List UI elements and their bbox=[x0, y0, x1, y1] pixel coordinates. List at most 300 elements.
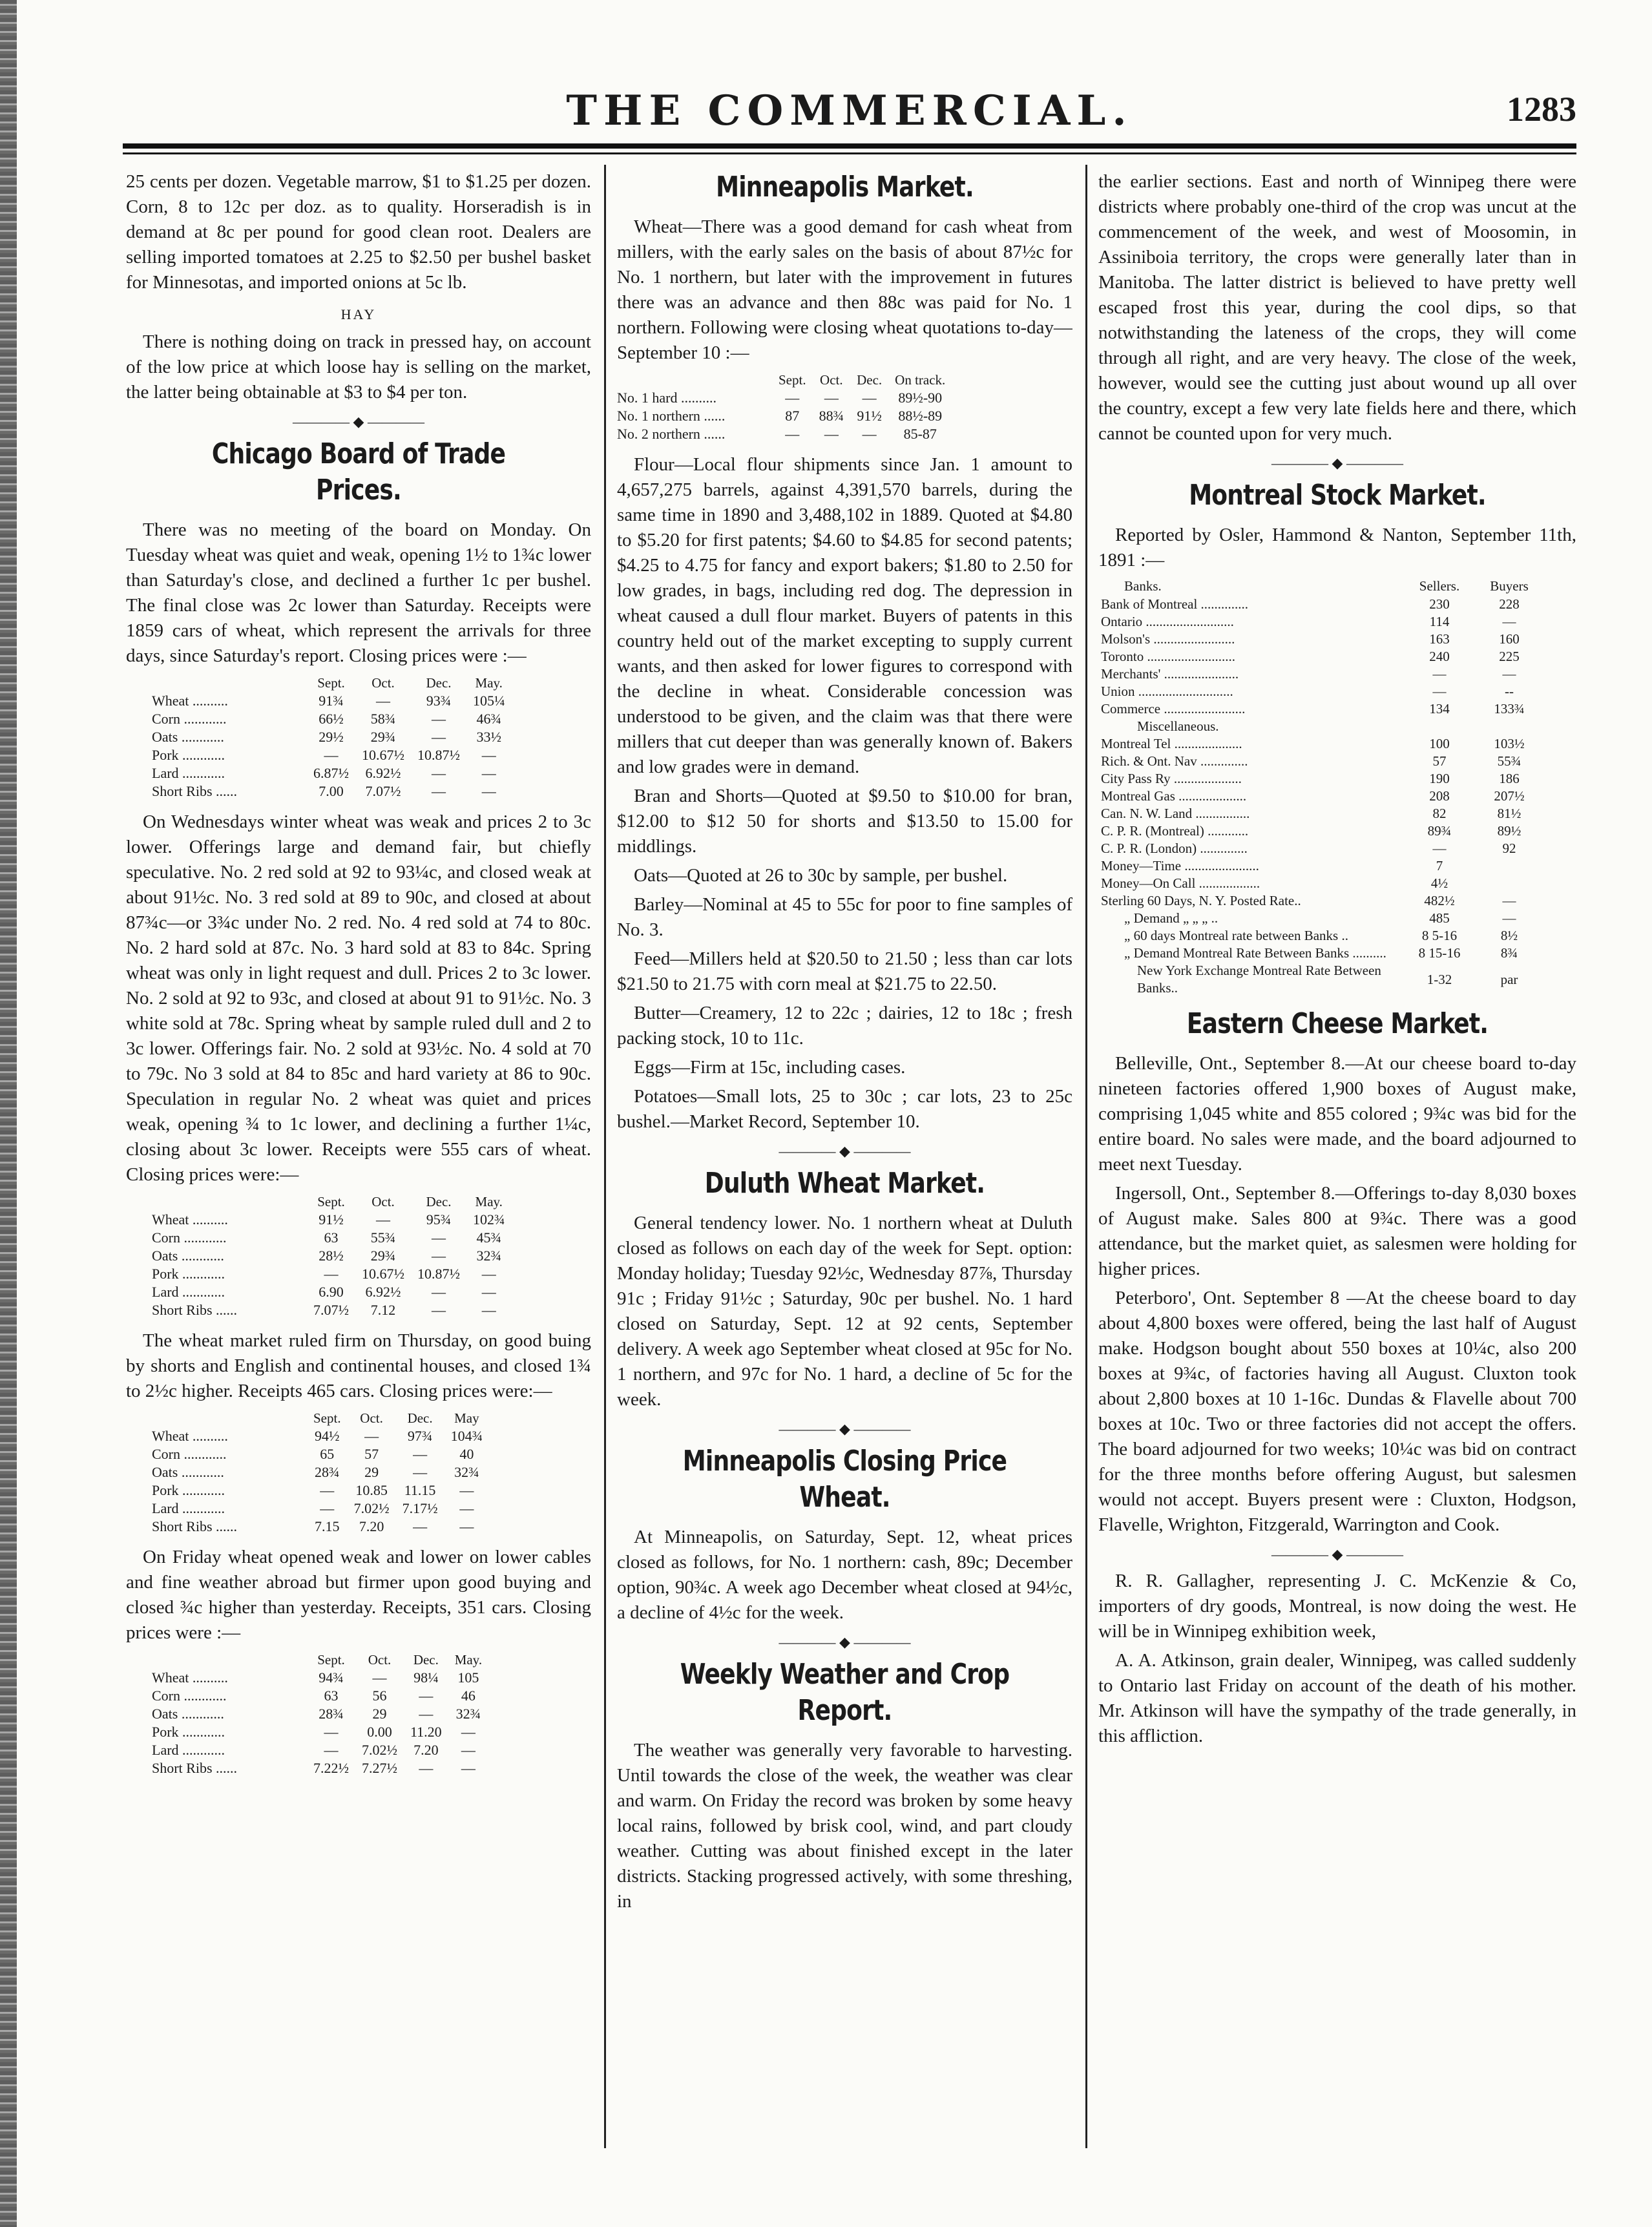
column-1 bbox=[126, 169, 591, 2159]
table-cell: 89¾ bbox=[1427, 823, 1452, 839]
table-header: May. bbox=[475, 675, 503, 691]
table-cell: 10.87½ bbox=[417, 1266, 460, 1282]
table-cell: — bbox=[432, 765, 446, 781]
table-row bbox=[1098, 735, 1544, 753]
table-header: May. bbox=[475, 1194, 503, 1209]
table-cell: 63 bbox=[324, 1688, 339, 1704]
table-cell: Corn ............ bbox=[152, 1446, 227, 1462]
table-header: Buyers bbox=[1490, 578, 1529, 594]
table-cell: — bbox=[481, 1266, 496, 1282]
hay-paragraph: There is nothing doing on track in pressed hay, on account of the low price at which loose hay is selling on the market, the latter being obtainable at $3 to $4 per ton. bbox=[126, 331, 591, 403]
table-cell: 6.92½ bbox=[365, 1284, 401, 1300]
table-cell: Molson's ........................ bbox=[1101, 631, 1235, 647]
table-cell: — bbox=[481, 1284, 496, 1300]
table-cell: „ Demand „ „ „ .. bbox=[1124, 910, 1218, 926]
eggs-paragraph: Eggs—Firm at 15c, including cases. bbox=[634, 1057, 906, 1078]
table-cell: -- bbox=[1505, 684, 1514, 699]
table-cell: New York Exchange Montreal Rate Between Banks.. bbox=[1137, 963, 1381, 996]
montreal-stock-table bbox=[1098, 577, 1544, 997]
masthead-rule-thick bbox=[123, 143, 1576, 149]
table-cell bbox=[1474, 857, 1544, 875]
table-cell: 11.15 bbox=[404, 1482, 436, 1498]
table-row bbox=[152, 1229, 512, 1247]
table-header-row bbox=[152, 1651, 488, 1669]
table-cell: Oats ............ bbox=[152, 1706, 224, 1722]
table-header: Oct. bbox=[371, 1194, 395, 1209]
table-cell: 65 bbox=[320, 1446, 335, 1462]
table-header: Sept. bbox=[779, 372, 806, 388]
table-cell: 485 bbox=[1429, 910, 1450, 926]
table-cell: — bbox=[461, 1742, 476, 1758]
table-cell: — bbox=[1432, 666, 1447, 682]
table-cell: Wheat .......... bbox=[152, 693, 228, 709]
table-cell: par bbox=[1500, 971, 1518, 987]
table-header: Oct. bbox=[360, 1410, 383, 1426]
table-row bbox=[152, 1301, 512, 1319]
eastern-cheese-heading: Eastern Cheese Market. bbox=[1186, 1007, 1489, 1040]
table-cell: 32¾ bbox=[476, 1248, 501, 1264]
table-cell: 114 bbox=[1429, 614, 1450, 629]
table-cell: 7.20 bbox=[413, 1742, 439, 1758]
table-cell: Sterling 60 Days, N. Y. Posted Rate.. bbox=[1101, 893, 1301, 908]
weather-crop-heading: Weekly Weather and Crop Report. bbox=[680, 1658, 1010, 1727]
column-rule-2 bbox=[1085, 165, 1087, 2148]
minneapolis-wheat-paragraph: Wheat—There was a good demand for cash wheat from millers, with the early sales on the basis of about 87½c for No. 1 northern, but later with the improvement in futures there was an advance and then 88c was paid for No. 1 northern. Following were closing wheat quotations to-day—September 10 :— bbox=[617, 216, 1072, 363]
masthead-title: THE COMMERCIAL. bbox=[566, 87, 1133, 135]
table-header: Dec. bbox=[426, 1194, 452, 1209]
table-cell: Rich. & Ont. Nav .............. bbox=[1101, 753, 1248, 769]
table-cell: 92 bbox=[1502, 841, 1516, 856]
table-cell: — bbox=[481, 765, 496, 781]
column-3 bbox=[1098, 169, 1576, 2159]
table-cell: 91½ bbox=[857, 408, 882, 424]
table-cell: Money—Time ...................... bbox=[1101, 858, 1259, 873]
table-cell: 0.00 bbox=[367, 1724, 392, 1740]
table-row bbox=[152, 746, 512, 764]
table-cell: No. 2 northern ...... bbox=[617, 426, 726, 442]
table-cell: Lard ............ bbox=[152, 1500, 225, 1516]
table-cell: 7.02½ bbox=[353, 1500, 390, 1516]
chicago-thursday-paragraph: The wheat market ruled firm on Thursday, on good buing by shorts and English and continental houses, and closed 1¾ to 2½c higher. Receipts 465 cars. Closing prices were:— bbox=[126, 1330, 591, 1401]
table-cell: Wheat .......... bbox=[152, 1428, 228, 1444]
oats-paragraph: Oats—Quoted at 26 to 30c by sample, per bushel. bbox=[634, 865, 1008, 886]
table-cell: „ 60 days Montreal rate between Banks .. bbox=[1124, 928, 1348, 943]
table-cell: 46 bbox=[461, 1688, 476, 1704]
table-cell: 230 bbox=[1429, 596, 1450, 612]
table-cell: — bbox=[824, 426, 839, 442]
table-cell: 93¾ bbox=[426, 693, 452, 709]
table-cell: 28¾ bbox=[319, 1706, 344, 1722]
table-row bbox=[1098, 927, 1544, 945]
table-cell: C. P. R. (London) .............. bbox=[1101, 841, 1248, 856]
bran-paragraph: Bran and Shorts—Quoted at $9.50 to $10.00 for bran, $12.00 to $12 50 for shorts and $13.50 to 15.00 for middlings. bbox=[617, 786, 1072, 857]
table-cell: 98¼ bbox=[413, 1669, 439, 1686]
table-cell: 186 bbox=[1499, 771, 1520, 786]
table-header: Dec. bbox=[407, 1410, 433, 1426]
table-cell: — bbox=[1432, 841, 1447, 856]
table-cell: Montreal Gas .................... bbox=[1101, 788, 1247, 804]
table-cell: 133¾ bbox=[1494, 701, 1525, 716]
table-cell: — bbox=[1502, 910, 1516, 926]
table-row bbox=[152, 1741, 488, 1759]
table-cell: — bbox=[1502, 614, 1516, 629]
table-cell: 40 bbox=[459, 1446, 474, 1462]
table-cell: 207½ bbox=[1494, 788, 1525, 804]
table-header-row bbox=[152, 1193, 512, 1211]
table-cell: 82 bbox=[1432, 806, 1447, 821]
table-cell: 95¾ bbox=[426, 1211, 452, 1228]
table-cell: — bbox=[324, 1266, 339, 1282]
table-cell: City Pass Ry .................... bbox=[1101, 771, 1242, 786]
table-cell: Corn ............ bbox=[152, 711, 227, 727]
table-cell: Pork ............ bbox=[152, 747, 225, 763]
table-cell: — bbox=[459, 1482, 474, 1498]
table-row bbox=[1098, 788, 1544, 805]
table-cell: — bbox=[432, 729, 446, 745]
table-header: Dec. bbox=[857, 372, 883, 388]
hay-subhead: HAY bbox=[340, 306, 377, 322]
table-cell: — bbox=[324, 1742, 339, 1758]
table-cell: — bbox=[432, 783, 446, 799]
page-number: 1283 bbox=[1507, 90, 1576, 129]
table-cell: 225 bbox=[1499, 649, 1520, 664]
table-cell: 105 bbox=[457, 1669, 479, 1686]
table-cell: No. 1 northern ...... bbox=[617, 408, 726, 424]
table-section-row bbox=[1098, 718, 1544, 735]
vegetables-paragraph: 25 cents per dozen. Vegetable marrow, $1 to $1.25 per dozen. Corn, 8 to 12c per doz. as to quality. Horseradish is in demand at 8c per pound for good clean root. Dealers are selling imported tomatoes at 2.25 to $2.50 per bushel basket for Minnesotas, and imported onions at 5c lb. bbox=[126, 171, 591, 293]
table-cell: 29¾ bbox=[370, 729, 396, 745]
table-header-row bbox=[617, 371, 952, 389]
table-row bbox=[152, 1283, 512, 1301]
table-cell: 228 bbox=[1499, 596, 1520, 612]
table-row bbox=[1098, 596, 1544, 613]
table-cell: — bbox=[376, 693, 390, 709]
table-header bbox=[152, 1193, 307, 1211]
table-cell: 87 bbox=[785, 408, 800, 424]
table-cell: 6.92½ bbox=[365, 765, 401, 781]
table-cell: 6.87½ bbox=[313, 765, 349, 781]
table-cell: 28½ bbox=[319, 1248, 344, 1264]
table-row bbox=[152, 764, 512, 782]
masthead bbox=[123, 78, 1576, 149]
table-cell: 46¾ bbox=[476, 711, 501, 727]
table-cell: — bbox=[432, 1284, 446, 1300]
table-cell: 58¾ bbox=[370, 711, 396, 727]
table-cell: 55¾ bbox=[370, 1229, 396, 1246]
potatoes-paragraph: Potatoes—Small lots, 25 to 30c ; car lots, 23 to 25c bushel.—Market Record, September 10. bbox=[617, 1086, 1072, 1132]
table-cell: 160 bbox=[1499, 631, 1520, 647]
table-cell: 91½ bbox=[319, 1211, 344, 1228]
table-row bbox=[617, 425, 952, 443]
table-cell: — bbox=[320, 1500, 335, 1516]
weather-paragraph: The weather was generally very favorable to harvesting. Until towards the close of the week, the weather was clear and warm. On Friday the record was broken by some heavy local rains, followed by brisk cool, wind, and part cloudy weather. Cutting was about finished except in the later districts. Stacking progressed actively, with some threshing, in bbox=[617, 1740, 1072, 1912]
table-cell: Pork ............ bbox=[152, 1724, 225, 1740]
feed-paragraph: Feed—Millers held at $20.50 to 21.50 ; less than car lots $21.50 to 21.75 with corn meal at $21.75 to 22.50. bbox=[617, 948, 1072, 994]
table-row bbox=[1098, 945, 1544, 962]
table-cell: — bbox=[1432, 684, 1447, 699]
section-divider: ———— ◆ ———— bbox=[1271, 455, 1403, 471]
table-cell: 29 bbox=[364, 1464, 379, 1480]
table-cell: 33½ bbox=[476, 729, 501, 745]
chicago-tuesday-paragraph: There was no meeting of the board on Monday. On Tuesday wheat was quiet and weak, opening 1½ to 1¾c lower than Saturday's close, and declined a further 1c per bushel. The final close was 2c lower than Saturday. Receipts were 1859 cars of wheat, which represent the arrivals for three days, since Saturday's report. Closing prices were :— bbox=[126, 519, 591, 666]
table-cell: No. 1 hard .......... bbox=[617, 390, 716, 406]
table-row bbox=[617, 389, 952, 407]
barley-paragraph: Barley—Nominal at 45 to 55c for poor to fine samples of No. 3. bbox=[617, 894, 1072, 940]
table-cell: — bbox=[481, 1302, 496, 1318]
table-cell: 104¾ bbox=[450, 1428, 483, 1444]
table-header-row bbox=[152, 674, 512, 692]
table-cell: 8¾ bbox=[1500, 945, 1518, 961]
table-cell: Union ............................ bbox=[1101, 684, 1233, 699]
section-divider: ———— ◆ ———— bbox=[1271, 1546, 1403, 1562]
minneapolis-wheat-table bbox=[617, 371, 952, 443]
table-row bbox=[152, 1705, 488, 1723]
table-header: Sellers. bbox=[1419, 578, 1460, 594]
table-cell: 7.07½ bbox=[313, 1302, 349, 1318]
table-row bbox=[1098, 683, 1544, 700]
column-2 bbox=[617, 169, 1072, 2159]
table-row bbox=[152, 728, 512, 746]
table-cell: — bbox=[372, 1669, 387, 1686]
table-cell: Bank of Montreal .............. bbox=[1101, 596, 1249, 612]
table-row bbox=[152, 1723, 488, 1741]
table-cell: C. P. R. (Montreal) ............ bbox=[1101, 823, 1249, 839]
table-cell: 57 bbox=[1432, 753, 1447, 769]
table-row bbox=[1098, 857, 1544, 875]
chicago-wednesday-paragraph: On Wednesdays winter wheat was weak and prices 2 to 3c lower. Offerings large and demand fair, but chiefly speculative. No. 2 red sold at 92 to 93¼c, and closed weak at about 91½c. No. 3 red sold at 89 to 90c, and closed at about 87¾c—or 3¾c under No. 2 red. No. 4 red sold at 74 to 80c. No. 2 hard sold at 87c. No. 3 hard sold at 83 to 84c. Spring wheat was only in light request and dull. Prices 2 to 3c lower. No. 2 sold at 92 to 93c, and closed at about 91 to 91½c. No. 3 white sold at 78c. Spring wheat by sample ruled dull and 2 to 3c lower. Offerings fair. No. 2 sold at 93½c. No. 4 sold at 70 to 79c. No 3 sold at 84 to 85c and hard variety at 86 to 90c. Speculation in regular No. 2 wheat was quiet and prices weak, opening ¾ to 1c lower, and declining a further 1¼c, closing about 3c lower. Receipts were 555 cars of wheat. Closing prices were:— bbox=[126, 811, 591, 1185]
chicago-friday-paragraph: On Friday wheat opened weak and lower on lower cables and fine weather abroad but firmer upon good buying and closed ¾c higher than yesterday. Receipts, 351 cars. Closing prices were :— bbox=[126, 1547, 591, 1643]
table-cell: 134 bbox=[1429, 701, 1450, 716]
table-row bbox=[617, 407, 952, 425]
table-row bbox=[152, 1669, 488, 1687]
table-cell: — bbox=[419, 1706, 434, 1722]
table-row bbox=[152, 692, 512, 710]
table-row bbox=[1098, 631, 1544, 648]
table-cell: 1-32 bbox=[1427, 971, 1452, 987]
table-cell: 56 bbox=[372, 1688, 387, 1704]
table-cell: 28¾ bbox=[315, 1464, 340, 1480]
table-cell: Montreal Tel .................... bbox=[1101, 736, 1242, 751]
table-cell: 7.07½ bbox=[365, 783, 401, 799]
table-cell: — bbox=[824, 390, 839, 406]
table-cell: Merchants' ...................... bbox=[1101, 666, 1239, 682]
minneapolis-closing-heading: Minneapolis Closing Price Wheat. bbox=[682, 1445, 1007, 1514]
table-row bbox=[1098, 805, 1544, 822]
section-divider: ———— ◆ ———— bbox=[293, 413, 424, 430]
table-cell: 57 bbox=[364, 1446, 379, 1462]
table-cell: — bbox=[320, 1482, 335, 1498]
table-cell: 190 bbox=[1429, 771, 1450, 786]
table-cell: 97¾ bbox=[407, 1428, 433, 1444]
table-cell: 7.02½ bbox=[362, 1742, 397, 1758]
table-header: Oct. bbox=[368, 1652, 392, 1668]
table-cell: — bbox=[862, 426, 877, 442]
table-header-row bbox=[1098, 577, 1544, 596]
table-cell: 85-87 bbox=[903, 426, 937, 442]
duluth-wheat-heading: Duluth Wheat Market. bbox=[704, 1167, 985, 1200]
table-row bbox=[152, 782, 512, 800]
table-row bbox=[1098, 875, 1544, 892]
table-cell: — bbox=[413, 1446, 428, 1462]
table-cell: 63 bbox=[324, 1229, 339, 1246]
table-cell: Short Ribs ...... bbox=[152, 783, 238, 799]
flour-paragraph: Flour—Local flour shipments since Jan. 1 amount to 4,657,275 barrels, against 4,391,570 barrels, during the same time in 1890 and 3,488,102 in 1889. Quoted at $4.80 to $5.20 for first patents; $4.60 to $4.85 for second patents; $4.25 to 4.75 for fancy and export bakers; $1.80 to 2.50 for low grades, in bags, including red dog. The depression in wheat caused a dull flour market. Buyers of patents in this country held out of the market excepting to supply current wants, and then asked for lower figures to correspond with the decline in wheat. Considerable concession was understood to be given, and the claim was that there were millers that cut deeper than was generally known of. Bakers and low grades were in demand. bbox=[617, 454, 1072, 777]
table-cell: 7.12 bbox=[370, 1302, 396, 1318]
table-cell: — bbox=[461, 1760, 476, 1776]
table-cell: Corn ............ bbox=[152, 1688, 227, 1704]
table-cell: 29 bbox=[372, 1706, 387, 1722]
table-cell: 94½ bbox=[315, 1428, 340, 1444]
table-row bbox=[152, 1463, 489, 1481]
table-cell: Lard ............ bbox=[152, 1284, 225, 1300]
table-cell: — bbox=[413, 1518, 428, 1534]
table-row bbox=[152, 1211, 512, 1229]
table-cell: 6.90 bbox=[319, 1284, 344, 1300]
table-cell: Lard ............ bbox=[152, 765, 225, 781]
table-cell: — bbox=[459, 1500, 474, 1516]
table-cell: 102¾ bbox=[473, 1211, 505, 1228]
table-row bbox=[1098, 892, 1544, 910]
table-row bbox=[152, 1445, 489, 1463]
table-cell: Wheat .......... bbox=[152, 1211, 228, 1228]
table-cell: Oats ............ bbox=[152, 729, 224, 745]
table-row bbox=[152, 1247, 512, 1265]
table-cell: — bbox=[785, 426, 800, 442]
table-cell: — bbox=[459, 1518, 474, 1534]
table-cell: — bbox=[432, 1302, 446, 1318]
table-cell: Pork ............ bbox=[152, 1266, 225, 1282]
table-cell: — bbox=[419, 1688, 434, 1704]
table-cell: 11.20 bbox=[410, 1724, 442, 1740]
table-row bbox=[152, 1759, 488, 1777]
table-cell: Money—On Call .................. bbox=[1101, 875, 1260, 891]
table-row bbox=[1098, 648, 1544, 665]
column-rule-1 bbox=[604, 165, 606, 2148]
table-cell: 7.15 bbox=[315, 1518, 340, 1534]
atkinson-paragraph: A. A. Atkinson, grain dealer, Winnipeg, was called suddenly to Ontario last Friday on account of the death of his mother. Mr. Atkinson will have the sympathy of the trade generally, in this affliction. bbox=[1098, 1650, 1576, 1746]
duluth-paragraph: General tendency lower. No. 1 northern wheat at Duluth closed as follows on each day of the week for Sept. option: Monday holiday; Tuesday 92½c, Wednesday 87⅞, Thursday 91c ; Friday 91½c ; Saturday, 90c per bushel. No. 1 hard closed on Saturday, Sept. 12 at 92 cents, September delivery. A week ago September wheat closed at 95c for No. 1 northern, and 97c for No. 1 hard, a decline of 5c for the week. bbox=[617, 1213, 1072, 1410]
section-divider: ———— ◆ ———— bbox=[779, 1143, 911, 1159]
table-cell bbox=[1474, 875, 1544, 892]
table-cell: 8 15-16 bbox=[1418, 945, 1461, 961]
table-cell: 66½ bbox=[319, 711, 344, 727]
table-cell: — bbox=[481, 783, 496, 799]
chicago-board-heading: Chicago Board of Trade Prices. bbox=[211, 437, 506, 507]
table-cell: Lard ............ bbox=[152, 1742, 225, 1758]
chicago-wednesday-table bbox=[152, 1193, 512, 1319]
table-cell: 7.20 bbox=[359, 1518, 384, 1534]
table-cell: 55¾ bbox=[1497, 753, 1521, 769]
table-header: Banks. bbox=[1124, 578, 1162, 594]
peterboro-paragraph: Peterboro', Ont. September 8 —At the cheese board to day about 4,800 boxes were offered, being the last half of August make. Hodgson bought about 550 boxes at 10¼c, also 200 boxes at 9¾c, of factories having all August. Cluxton took about 2,800 boxes at 10 1-16c. Dundas & Flavelle about 700 boxes at 10c. Two or three factories did not accept the offers. The board adjourned for two weeks; 10¼c was bid on contract for the three months before offering August, but salesmen would not accept. Buyers present were : Cluxton, Hodgson, Flavelle, Wrighton, Fitzgerald, Warrington and Cook. bbox=[1098, 1288, 1576, 1535]
table-cell: — bbox=[324, 1724, 339, 1740]
table-header: On track. bbox=[895, 372, 946, 388]
gallagher-paragraph: R. R. Gallagher, representing J. C. McKenzie & Co, importers of dry goods, Montreal, is now doing the west. He will be in Winnipeg exhibition week, bbox=[1098, 1571, 1576, 1642]
table-cell: Short Ribs ...... bbox=[152, 1518, 238, 1534]
table-row bbox=[1098, 665, 1544, 683]
table-cell: — bbox=[376, 1211, 390, 1228]
table-row bbox=[1098, 840, 1544, 857]
table-row bbox=[1098, 822, 1544, 840]
table-cell: 10.87½ bbox=[417, 747, 460, 763]
table-row bbox=[1098, 613, 1544, 631]
table-cell: 32¾ bbox=[455, 1706, 481, 1722]
minneapolis-market-heading: Minneapolis Market. bbox=[716, 171, 974, 204]
table-cell: — bbox=[324, 747, 339, 763]
table-header: Dec. bbox=[413, 1652, 439, 1668]
table-cell: Corn ............ bbox=[152, 1229, 227, 1246]
table-header: Sept. bbox=[317, 1194, 345, 1209]
table-cell: 89½ bbox=[1497, 823, 1521, 839]
table-cell: Oats ............ bbox=[152, 1248, 224, 1264]
table-cell: — bbox=[785, 390, 800, 406]
table-cell: 94¾ bbox=[319, 1669, 344, 1686]
table-cell: — bbox=[481, 747, 496, 763]
table-cell: 10.67½ bbox=[362, 747, 404, 763]
table-cell: 29½ bbox=[319, 729, 344, 745]
table-cell: Ontario .......................... bbox=[1101, 614, 1234, 629]
table-cell: 10.67½ bbox=[362, 1266, 404, 1282]
table-cell: Commerce ........................ bbox=[1101, 701, 1246, 716]
table-cell: 32¾ bbox=[454, 1464, 479, 1480]
montreal-intro-paragraph: Reported by Osler, Hammond & Nanton, September 11th, 1891 :— bbox=[1098, 525, 1576, 570]
table-row bbox=[152, 710, 512, 728]
table-header: Sept. bbox=[317, 675, 345, 691]
miscellaneous-label: Miscellaneous. bbox=[1137, 718, 1219, 734]
table-cell: 100 bbox=[1429, 736, 1450, 751]
table-cell: — bbox=[432, 1229, 446, 1246]
table-header: Oct. bbox=[820, 372, 843, 388]
table-row bbox=[152, 1500, 489, 1518]
table-cell: — bbox=[862, 390, 877, 406]
table-row bbox=[152, 1427, 489, 1445]
table-cell: 105¼ bbox=[473, 693, 505, 709]
table-row bbox=[152, 1687, 488, 1705]
table-cell: Can. N. W. Land ................ bbox=[1101, 806, 1250, 821]
chicago-thursday-table bbox=[152, 1409, 489, 1536]
table-cell: 10.85 bbox=[355, 1482, 388, 1498]
table-header: May. bbox=[454, 1652, 483, 1668]
table-cell: Oats ............ bbox=[152, 1464, 224, 1480]
table-cell: — bbox=[461, 1724, 476, 1740]
table-cell: 8½ bbox=[1500, 928, 1518, 943]
masthead-rule-thin bbox=[123, 152, 1576, 154]
ingersoll-paragraph: Ingersoll, Ont., September 8.—Offerings to-day 8,030 boxes of August make. Sales 800 at 9¾c. There was a good attendance, but the market quiet, as salesmen were holding for higher prices. bbox=[1098, 1183, 1576, 1279]
table-cell: — bbox=[432, 711, 446, 727]
table-cell: Short Ribs ...... bbox=[152, 1302, 238, 1318]
table-cell: — bbox=[413, 1464, 428, 1480]
table-cell: — bbox=[364, 1428, 379, 1444]
table-header: Oct. bbox=[371, 675, 395, 691]
chicago-tuesday-table bbox=[152, 674, 512, 800]
table-row bbox=[1098, 770, 1544, 788]
table-header: Dec. bbox=[426, 675, 452, 691]
table-cell: — bbox=[1502, 893, 1516, 908]
table-cell: 103½ bbox=[1494, 736, 1525, 751]
table-row bbox=[152, 1518, 489, 1536]
table-cell: 7.22½ bbox=[313, 1760, 349, 1776]
butter-paragraph: Butter—Creamery, 12 to 22c ; dairies, 12 to 18c ; fresh packing stock, 10 to 11c. bbox=[617, 1003, 1072, 1049]
table-cell: 7.27½ bbox=[362, 1760, 397, 1776]
table-cell: Toronto .......................... bbox=[1101, 649, 1235, 664]
table-cell: — bbox=[419, 1760, 434, 1776]
table-header bbox=[152, 674, 307, 692]
section-divider: ———— ◆ ———— bbox=[779, 1421, 911, 1437]
table-header: Sept. bbox=[313, 1410, 341, 1426]
table-cell: 482½ bbox=[1424, 893, 1455, 908]
table-header: Sept. bbox=[317, 1652, 345, 1668]
table-cell: 208 bbox=[1429, 788, 1450, 804]
